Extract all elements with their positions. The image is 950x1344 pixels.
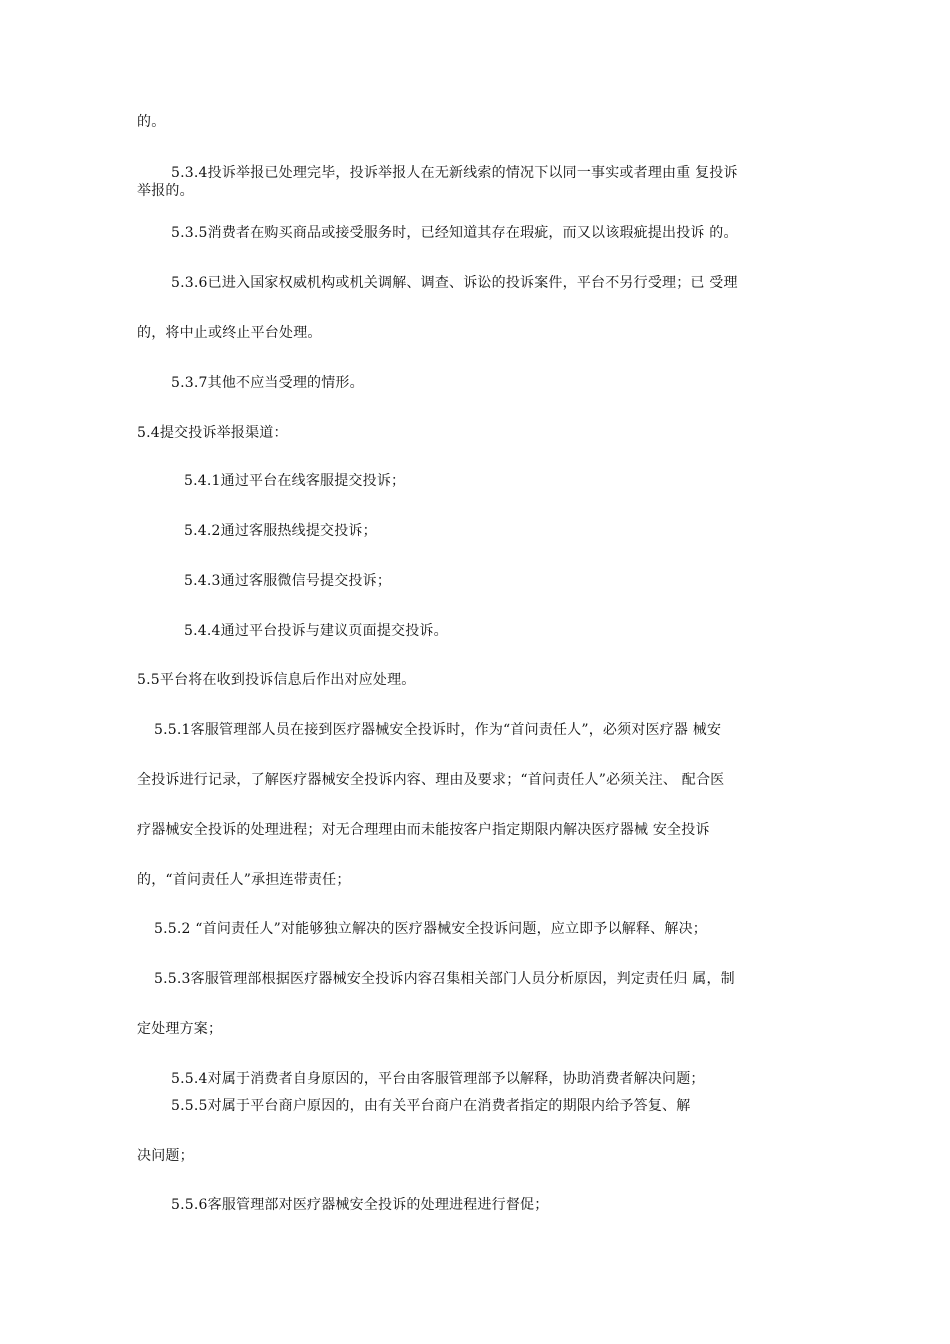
text-line: 全投诉进行记录，了解医疗器械安全投诉内容、理由及要求；“首问责任人”必须关注、 配合医 [137, 772, 725, 788]
text-line: 决问题； [137, 1148, 194, 1164]
list-item: 5.4.1通过平台在线客服提交投诉； [184, 473, 406, 489]
text-line: 5.3.4投诉举报已处理完毕，投诉举报人在无新线索的情况下以同一事实或者理由重 复投诉 [171, 165, 738, 181]
text-line: 5.5.2 “首问责任人”对能够独立解决的医疗器械安全投诉问题，应立即予以解释、解决； [154, 921, 707, 937]
text-line: 5.5.6客服管理部对医疗器械安全投诉的处理进程进行督促； [171, 1197, 549, 1213]
section-heading: 5.4提交投诉举报渠道： [137, 425, 288, 441]
text-line: 举报的。 [137, 183, 194, 199]
text-line: 5.3.5消费者在购买商品或接受服务时，已经知道其存在瑕疵，而又以该瑕疵提出投诉 的。 [171, 225, 738, 241]
text-line: 的，“首问责任人”承担连带责任； [137, 872, 351, 888]
text-line: 5.5.5对属于平台商户原因的，由有关平台商户在消费者指定的期限内给予答复、解 [171, 1098, 691, 1114]
list-item: 5.4.2通过客服热线提交投诉； [184, 523, 377, 539]
section-heading: 5.5平台将在收到投诉信息后作出对应处理。 [137, 672, 416, 688]
text-line: 的，将中止或终止平台处理。 [137, 325, 322, 341]
text-line: 5.5.4对属于消费者自身原因的，平台由客服管理部予以解释，协助消费者解决问题； [171, 1071, 705, 1087]
text-line: 5.3.7其他不应当受理的情形。 [171, 375, 364, 391]
list-item: 5.4.3通过客服微信号提交投诉； [184, 573, 392, 589]
list-item: 5.4.4通过平台投诉与建议页面提交投诉。 [184, 623, 448, 639]
text-line: 5.3.6已进入国家权威机构或机关调解、调查、诉讼的投诉案件，平台不另行受理；已 受理 [171, 275, 738, 291]
text-line: 疗器械安全投诉的处理进程；对无合理理由而未能按客户指定期限内解决医疗器械 安全投诉 [137, 822, 710, 838]
text-line: 5.5.1客服管理部人员在接到医疗器械安全投诉时，作为“首问责任人”，必须对医疗器 械安 [154, 722, 722, 738]
text-line: 5.5.3客服管理部根据医疗器械安全投诉内容召集相关部门人员分析原因，判定责任归 属，制 [154, 971, 735, 987]
text-line: 的。 [137, 114, 166, 130]
text-line: 定处理方案； [137, 1021, 223, 1037]
